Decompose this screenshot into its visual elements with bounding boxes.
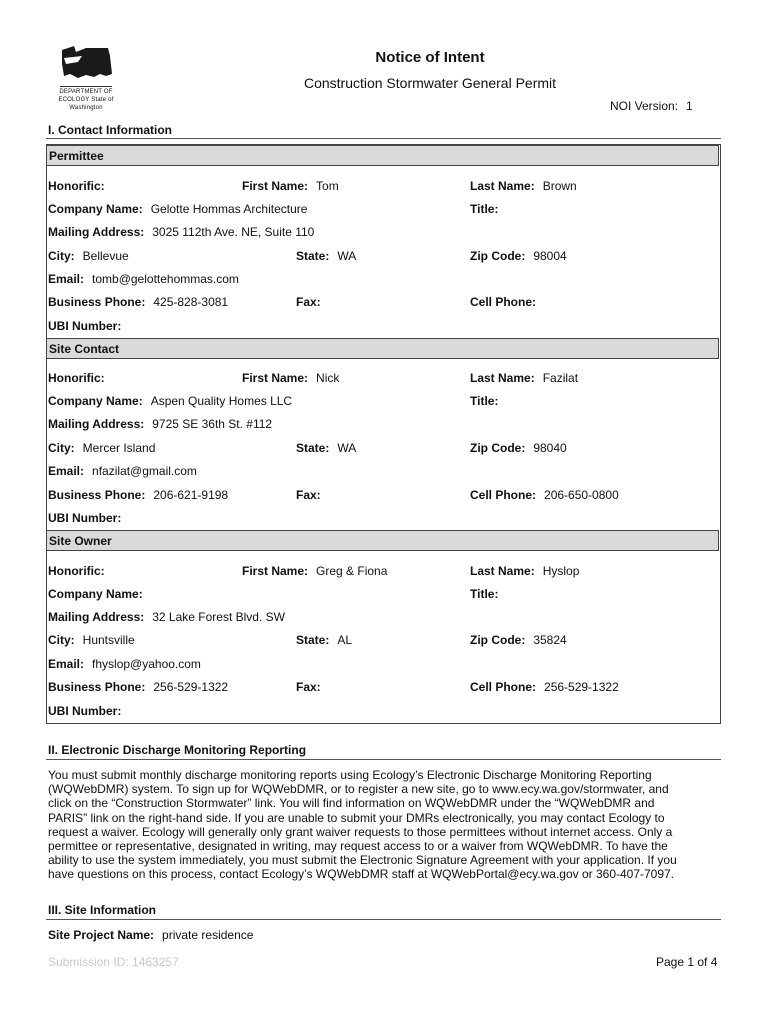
- site-project-name-value: private residence: [162, 928, 254, 942]
- submission-id: Submission ID: 1463257: [48, 955, 179, 969]
- site-contact-phone-row: Business Phone: 206-621-9198 Fax: Cell Phone: 206-650-0800: [48, 488, 619, 502]
- site-contact-company-row: Company Name: Aspen Quality Homes LLC Title:: [48, 394, 499, 408]
- site-project-name-row: [48, 928, 253, 942]
- permittee-heading: Permittee: [46, 145, 719, 166]
- document-subtitle: Construction Stormwater General Permit: [303, 75, 557, 91]
- edmr-line: permittee or representative, designated in writing, may request access to or a waiver from WQWebDMR. To have the: [48, 839, 668, 854]
- permittee-email: tomb@gelottehommas.com: [92, 272, 239, 286]
- site-contact-city-row: City: Mercer Island State: WA Zip Code: 98040: [48, 441, 567, 455]
- site-owner-city: Huntsville: [82, 633, 135, 647]
- site-owner-phone-row: Business Phone: 256-529-1322 Fax: Cell Phone: 256-529-1322: [48, 680, 619, 694]
- edmr-paragraph: [48, 768, 720, 882]
- permittee-phone-row: Business Phone: 425-828-3081 Fax: Cell Phone:: [48, 295, 537, 309]
- site-owner-city-row: City: Huntsville State: AL Zip Code: 35824: [48, 633, 567, 647]
- site-contact-cell-phone: 206-650-0800: [544, 488, 619, 502]
- edmr-line: ability to use the system immediately, you must submit the Electronic Signature Agreement with your application. If you: [48, 853, 677, 868]
- site-owner-ubi-row: UBI Number:: [48, 704, 122, 718]
- section-contact-information-title: I. Contact Information: [48, 123, 172, 137]
- site-contact-last-name: Fazilat: [542, 371, 579, 385]
- noi-version-label: NOI Version:: [610, 99, 679, 113]
- site-owner-name-row: Honorific: First Name: Greg & Fiona Last Name: Hyslop: [48, 564, 580, 578]
- site-contact-name-row: Honorific: First Name: Nick Last Name: Fazilat: [48, 371, 579, 385]
- edmr-line: request a waiver. Ecology will generally only grant waiver requests to those permittees without internet access. Only a: [48, 824, 673, 839]
- edmr-line: (WQWebDMR) system. To sign up for WQWebDMR, or to register a new site, go to www.ecy.wa.gov/stormwater, and: [48, 782, 669, 797]
- permittee-mailing-row: Mailing Address: 3025 112th Ave. NE, Suite 110: [48, 225, 315, 239]
- edmr-line: PARIS” link on the right-hand side. If you are unable to submit your DMRs electronically, you may contact Ecology to: [48, 810, 665, 825]
- site-contact-heading: Site Contact: [46, 338, 719, 359]
- site-owner-mailing-row: Mailing Address: 32 Lake Forest Blvd. SW: [48, 610, 285, 624]
- site-owner-mailing-address: 32 Lake Forest Blvd. SW: [152, 610, 285, 624]
- site-contact-ubi-row: UBI Number:: [48, 511, 122, 525]
- site-owner-company-row: Company Name: Title:: [48, 587, 499, 601]
- section-divider: [46, 759, 721, 760]
- site-contact-email: nfazilat@gmail.com: [92, 464, 197, 478]
- site-contact-business-phone: 206-621-9198: [153, 488, 229, 502]
- permittee-city-row: City: Bellevue State: WA Zip Code: 98004: [48, 249, 567, 263]
- site-owner-cell-phone: 256-529-1322: [544, 680, 619, 694]
- section-divider: [46, 138, 721, 139]
- edmr-line: have questions on this process, contact Ecology’s WQWebDMR staff at WQWebPortal@ecy.wa.gov or 360-407-7097.: [48, 867, 675, 882]
- permittee-email-row: Email: tomb@gelottehommas.com: [48, 272, 239, 286]
- document-title: Notice of Intent: [375, 49, 485, 66]
- site-owner-email-row: Email: fhyslop@yahoo.com: [48, 657, 201, 671]
- edmr-line: You must submit monthly discharge monitoring reports using Ecology’s Electronic Discharge Monitoring Reporting: [48, 768, 652, 782]
- site-owner-first-name: Greg & Fiona: [316, 564, 388, 578]
- permittee-last-name: Brown: [542, 179, 577, 193]
- site-owner-business-phone: 256-529-1322: [153, 680, 229, 694]
- site-contact-company: Aspen Quality Homes LLC: [150, 394, 293, 408]
- site-contact-city: Mercer Island: [82, 441, 156, 455]
- site-contact-first-name: Nick: [316, 371, 340, 385]
- permittee-company-row: Company Name: Gelotte Hommas Architecture Title:: [48, 202, 499, 216]
- section-edmr-title: II. Electronic Discharge Monitoring Reporting: [48, 743, 307, 757]
- noi-version: [610, 99, 693, 113]
- permittee-first-name: Tom: [316, 179, 339, 193]
- site-project-name-label: Site Project Name:: [48, 928, 155, 942]
- site-contact-mailing-row: Mailing Address: 9725 SE 36th St. #112: [48, 417, 273, 431]
- site-contact-mailing-address: 9725 SE 36th St. #112: [152, 417, 273, 431]
- logo-text: DEPARTMENT OF ECOLOGY State of Washington: [58, 89, 114, 111]
- site-owner-zip: 35824: [533, 633, 567, 647]
- site-contact-email-row: Email: nfazilat@gmail.com: [48, 464, 197, 478]
- noi-version-value: 1: [686, 99, 693, 113]
- permittee-business-phone: 425-828-3081: [153, 295, 229, 309]
- site-owner-state: AL: [337, 633, 353, 647]
- site-owner-last-name: Hyslop: [542, 564, 580, 578]
- site-contact-zip: 98040: [533, 441, 567, 455]
- permittee-name-row: Honorific: First Name: Tom Last Name: Brown: [48, 179, 577, 193]
- permittee-zip: 98004: [533, 249, 567, 263]
- page-number: Page 1 of 4: [656, 955, 718, 969]
- section-divider: [46, 919, 721, 920]
- permittee-state: WA: [337, 249, 357, 263]
- edmr-line: click on the “Construction Stormwater” link. You will find information on WQWebDMR under the “WQWebDMR and: [48, 796, 655, 811]
- site-owner-heading: Site Owner: [46, 530, 719, 551]
- section-site-information-title: III. Site Information: [48, 903, 157, 917]
- permittee-ubi-row: UBI Number:: [48, 319, 122, 333]
- permittee-company: Gelotte Hommas Architecture: [150, 202, 308, 216]
- site-contact-state: WA: [337, 441, 357, 455]
- site-owner-email: fhyslop@yahoo.com: [92, 657, 201, 671]
- permittee-mailing-address: 3025 112th Ave. NE, Suite 110: [152, 225, 315, 239]
- permittee-city: Bellevue: [82, 249, 129, 263]
